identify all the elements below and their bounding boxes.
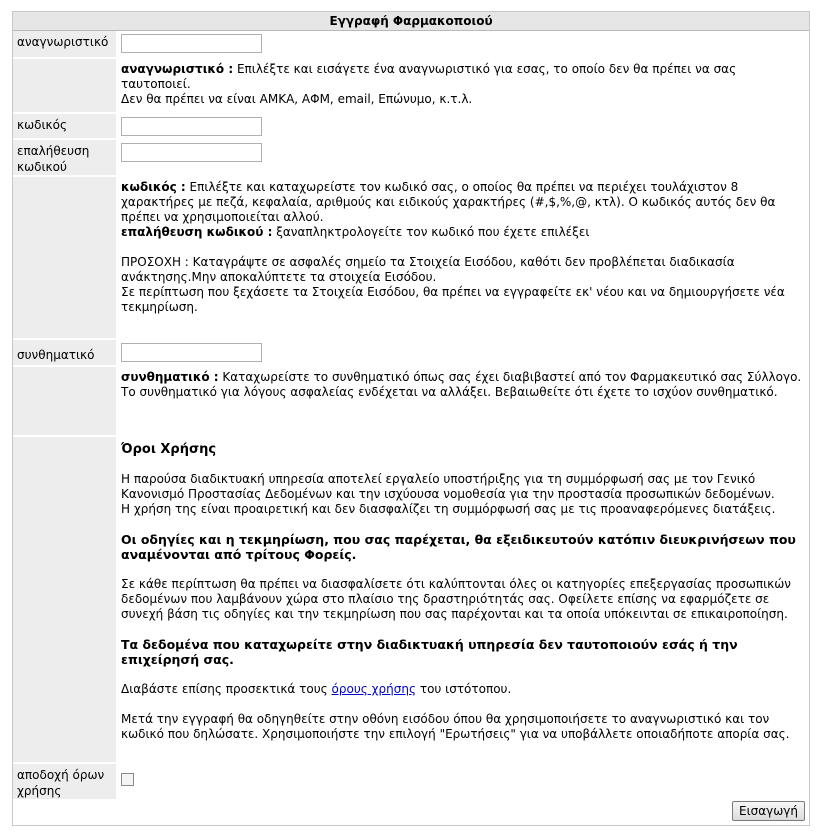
terms-paragraph-3: Σε κάθε περίπτωση θα πρέπει να διασφαλίσετε ότι καλύπτονται όλες οι κατηγορίες επεξεργασίας προσωπικών δεδομένων που λαμβάνουν χώρα στο πλαίσιο της δραστηριότητάς σας. Οφείλετε επίσης να εφαρμόζετε σε συνεχή βάση τις οδηγίες και την τεκμηρίωση που σας παρέχονται και τα οποία υπόκεινται σε επικαιροποίηση. [121,577,791,621]
terms-read-text-after: του ιστότοπου. [416,682,512,696]
passphrase-input[interactable] [121,343,262,362]
submit-button[interactable]: Εισαγωγή [732,801,805,821]
username-help-row [13,59,809,113]
username-cell [117,31,809,56]
password-help-text: Επιλέξτε και καταχωρείστε τον κωδικό σας, ο οποίος θα πρέπει να περιέχει τουλάχιστον 8 χαρακτήρες με πεζά, κεφαλαία, αριθμούς και ειδικούς χαρακτήρες (#,$,%,@, κτλ). Ο κωδικός αυτός δεν θα πρέπει να χρησιμοποιείται αλλού. [121,180,776,224]
password-confirm-row [13,140,809,176]
accept-terms-row [13,764,809,800]
passphrase-help-row [13,367,809,436]
terms-paragraph-1a: Η παρούσα διαδικτυακή υπηρεσία αποτελεί εργαλείο υποστήριξης για τη συμμόρφωσή σας με τον Γενικό Κανονισμό Προστασίας Δεδομένων και την ισχύουσα νομοθεσία για την προστασία προσωπικών δεδομένων. [121,472,775,501]
passphrase-help [117,367,809,403]
password-help [117,177,809,318]
password-help-row [13,177,809,339]
password-row [13,114,809,139]
passphrase-cell [117,340,809,365]
passphrase-help-term: συνθηματικό : [121,370,219,384]
terms-row [13,437,809,763]
password-confirm-cell [117,140,809,165]
username-row [13,31,809,58]
password-confirm-help-term: επαλήθευση κωδικού : [121,225,273,239]
password-warning-1: ΠΡΟΣΟΧΗ : Καταγράψτε σε ασφαλές σημείο τα Στοιχεία Εισόδου, καθότι δεν προβλέπεται διαδικασία ανάκτησης.Μην αποκαλύπτετε τα στοιχεία Εισόδου. [121,255,735,284]
registration-form [12,11,810,826]
passphrase-label: συνθηματικό [13,340,116,365]
terms-title: Όροι Χρήσης [121,442,217,457]
passphrase-help-label [13,367,116,435]
password-cell [117,114,809,139]
terms-of-use-link[interactable]: όρους χρήσης [331,682,417,696]
passphrase-row [13,340,809,366]
username-help-label [13,59,116,112]
password-confirm-help-text: ξαναπληκτρολογείτε τον κωδικό που έχετε επιλέξει [272,225,590,239]
password-help-term: κωδικός : [121,180,186,194]
password-confirm-input[interactable] [121,143,262,162]
terms-paragraph-4: Τα δεδομένα που καταχωρείτε στην διαδικτυακή υπηρεσία δεν ταυτοποιούν εσάς ή την επιχείρησή σας. [121,637,738,667]
password-warning-2: Σε περίπτωση που ξεχάσετε τα Στοιχεία Εισόδου, θα πρέπει να εγγραφείτε εκ' νέου και να δημιουργήσετε νέα τεκμηρίωση. [121,285,785,314]
terms-paragraph-6: Μετά την εγγραφή θα οδηγηθείτε στην οθόνη εισόδου όπου θα χρησιμοποιήσετε το αναγνωριστικό και τον κωδικό που δηλώσατε. Χρησιμοποιήστε την επιλογή "Ερωτήσεις" για να υποβάλλετε οποιαδήποτε απορία σας. [121,712,790,741]
username-help-text-2: Δεν θα πρέπει να είναι ΑΜΚΑ, ΑΦΜ, email, Επώνυμο, κ.τ.λ. [121,92,473,106]
password-confirm-label: επαλήθευση κωδικού [13,140,116,175]
accept-terms-cell [117,764,809,792]
password-help-label [13,177,116,338]
username-label: αναγνωριστικό [13,31,116,57]
form-title: Εγγραφή Φαρμακοποιού [13,12,809,31]
terms-paragraph-5 [121,682,805,697]
username-input[interactable] [121,34,262,53]
terms-read-text: Διαβάστε επίσης προσεκτικά τους [121,682,332,696]
username-help-term: αναγνωριστικό : [121,62,234,76]
terms-paragraph-2: Οι οδηγίες και η τεκμηρίωση, που σας παρέχεται, θα εξειδικευτούν κατόπιν διευκρινήσεων που αναμένονται από τρίτους Φορείς. [121,532,796,562]
passphrase-help-text-2: Το συνθηματικό για λόγους ασφαλείας ενδέχεται να αλλάξει. Βεβαιωθείτε ότι έχετε το ισχύον συνθηματικό. [121,385,778,399]
accept-terms-label: αποδοχή όρων χρήσης [13,764,116,799]
terms-of-use [117,437,809,760]
terms-paragraph-1b: Η χρήση της είναι προαιρετική και δεν διασφαλίζει τη συμμόρφωσή σας με τις προαναφερόμενες διατάξεις. [121,502,776,516]
password-label: κωδικός [13,114,116,138]
terms-label [13,437,116,762]
accept-terms-checkbox[interactable] [121,773,134,786]
passphrase-help-text: Καταχωρείστε το συνθηματικό όπως σας έχει διαβιβαστεί από τον Φαρμακευτικό σας Σύλλογο. [218,370,802,384]
password-input[interactable] [121,117,262,136]
username-help-text: Επιλέξτε και εισάγετε ένα αναγνωριστικό για εσας, το οποίο δεν θα πρέπει να σας ταυτοποιεί. [121,62,737,91]
username-help [117,59,809,110]
